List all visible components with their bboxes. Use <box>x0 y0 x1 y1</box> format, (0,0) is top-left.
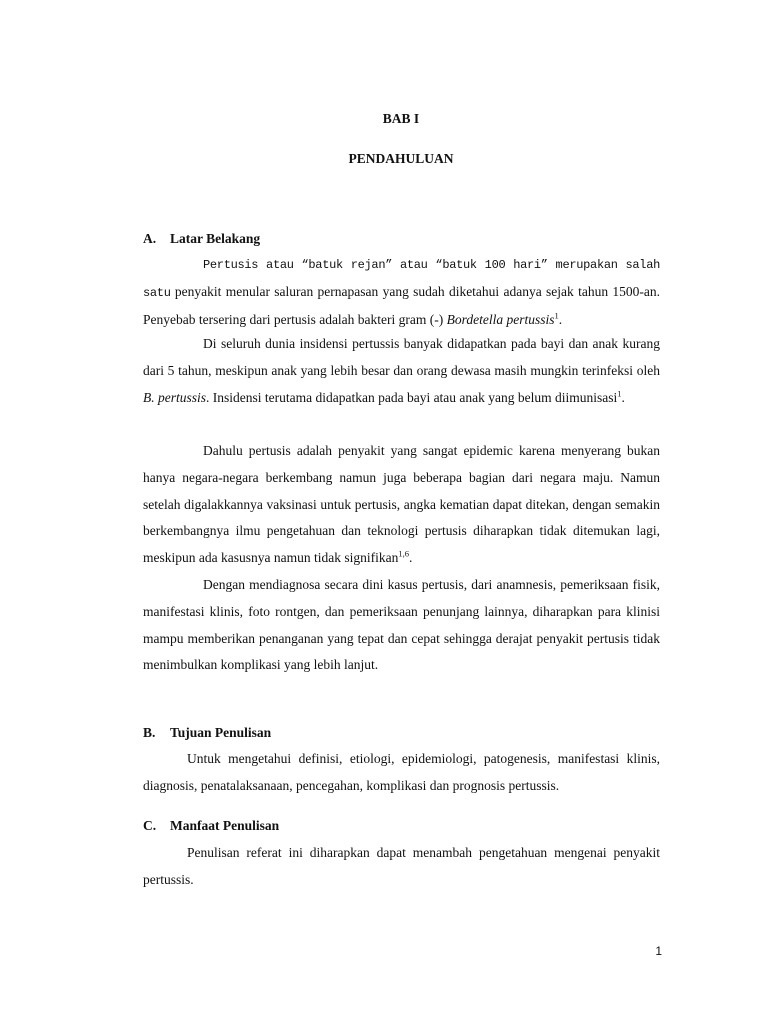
section-c-text: Penulisan referat ini diharapkan dapat menambah pengetahuan mengenai penyakit pertussis. <box>143 845 660 887</box>
section-a-paragraph-3 <box>143 438 660 572</box>
section-c-paragraph <box>143 840 660 894</box>
chapter-number: BAB I <box>382 111 420 126</box>
section-c-heading <box>143 818 279 834</box>
chapter-title: PENDAHULUAN <box>348 151 454 166</box>
section-a-letter: A. <box>143 231 157 246</box>
paragraph-2-citation: 1 <box>617 388 622 399</box>
paragraph-1-end: . <box>558 311 563 327</box>
paragraph-1-text: penyakit menular saluran pernapasan yang sudah diketahui adanya sejak tahun 1500-an. Penyebab tersering dari pertusis adalah bakteri gram (-) <box>143 283 660 327</box>
page-number: 1 <box>655 944 662 958</box>
section-b-paragraph <box>143 746 660 800</box>
section-a-paragraph-4 <box>143 572 660 679</box>
paragraph-1-italic: Bordetella pertussis <box>446 311 555 327</box>
paragraph-3-end: . <box>408 550 413 566</box>
section-a-title: Latar Belakang <box>170 231 261 246</box>
section-a-paragraph-1 <box>143 251 660 333</box>
section-c-title: Manfaat Penulisan <box>170 818 280 833</box>
section-c-letter: C. <box>143 818 157 833</box>
section-b-heading <box>143 725 271 741</box>
paragraph-2-text-2: . Insidensi terutama didapatkan pada bayi atau anak yang belum diimunisasi <box>206 389 618 405</box>
paragraph-1-mono-line: Pertusis atau “batuk rejan” atau “batuk 100 hari” merupakan salah satu <box>143 258 660 300</box>
section-b-text: Untuk mengetahui definisi, etiologi, epidemiologi, patogenesis, manifestasi klinis, diagnosis, penatalaksanaan, pencegahan, komplikasi dan prognosis pertussis. <box>143 751 660 793</box>
section-b-title: Tujuan Penulisan <box>170 725 272 740</box>
paragraph-3-citation: 1,6 <box>398 548 409 559</box>
paragraph-1-citation: 1 <box>554 310 559 321</box>
section-b-letter: B. <box>143 725 156 740</box>
paragraph-2-text-1: Di seluruh dunia insidensi pertussis banyak didapatkan pada bayi dan anak kurang dari 5 tahun, meskipun anak yang lebih besar dan orang dewasa masih mungkin terinfeksi oleh <box>143 336 660 378</box>
paragraph-2-end: . <box>621 389 625 405</box>
section-a-paragraph-2 <box>143 331 660 411</box>
section-a-heading <box>143 231 260 247</box>
paragraph-4-text: Dengan mendiagnosa secara dini kasus pertusis, dari anamnesis, pemeriksaan fisik, manifestasi klinis, foto rontgen, dan pemeriksaan penunjang lainnya, diharapkan para klinisi mampu memberikan penanganan yang tepat dan cepat sehingga derajat penyakit pertusis tidak menimbulkan komplikasi yang lebih lanjut. <box>143 577 660 673</box>
paragraph-3-text: Dahulu pertusis adalah penyakit yang sangat epidemic karena menyerang bukan hanya negara-negara berkembang namun juga beberapa bagian dari negara maju. Namun setelah digalakkannya vaksinasi untuk pertusis, angka kematian dapat ditekan, dengan semakin berkembangnya ilmu pengetahuan dan teknologi pertusis diharapkan tidak ditemukan lagi, meskipun ada kasusnya namun tidak signifikan <box>143 443 660 566</box>
paragraph-2-italic: B. pertussis <box>143 389 207 405</box>
